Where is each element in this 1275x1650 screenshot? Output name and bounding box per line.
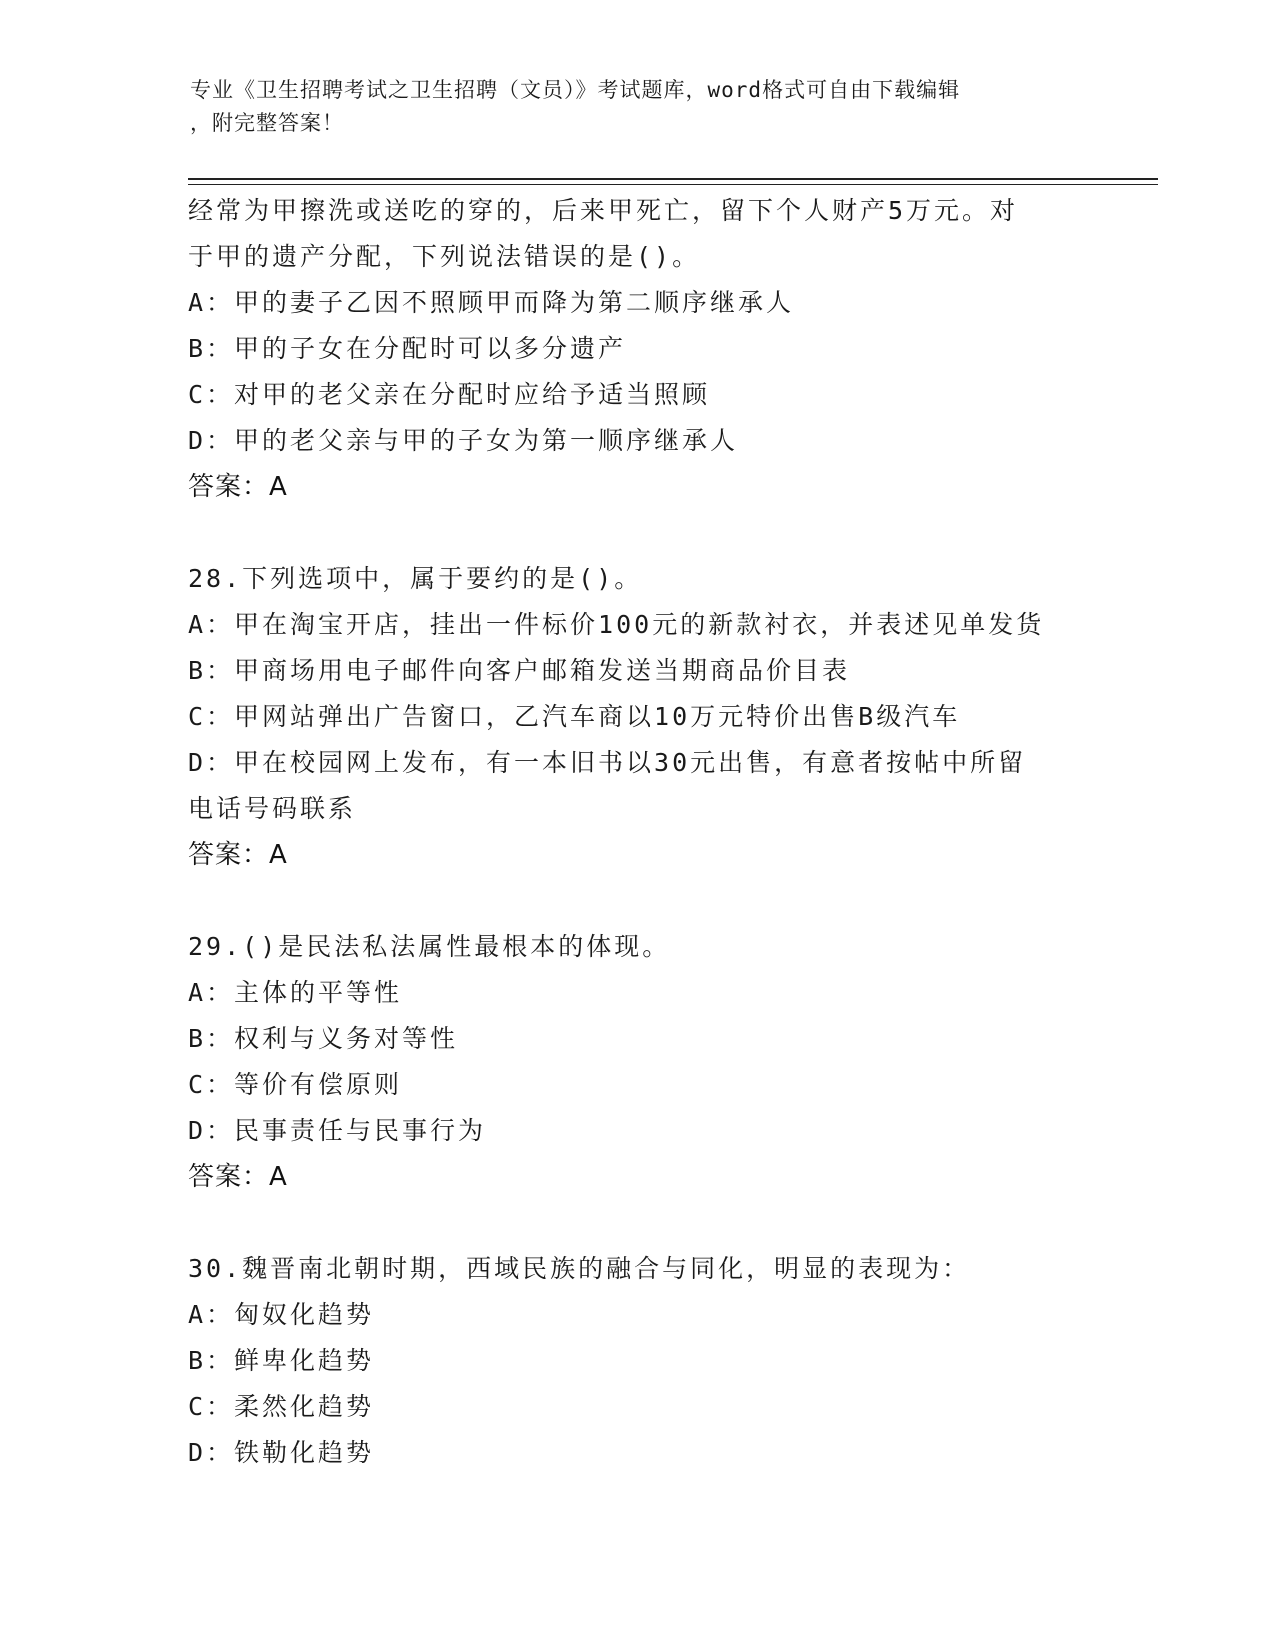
option-a: A：甲在淘宝开店，挂出一件标价100元的新款衬衣，并表述见单发货: [188, 610, 1045, 639]
header-divider-thin: [188, 184, 1158, 185]
question-29: [188, 924, 1088, 1200]
spacer: [188, 510, 1088, 556]
option-c: C：甲网站弹出广告窗口，乙汽车商以10万元特价出售B级汽车: [188, 702, 961, 731]
header-divider-thick: [188, 178, 1158, 180]
header-line-2: ，附完整答案！: [190, 111, 344, 135]
document-header: [190, 74, 1090, 140]
option-d: D：甲在校园网上发布，有一本旧书以30元出售，有意者按帖中所留: [188, 748, 1027, 777]
option-a: A：主体的平等性: [188, 978, 403, 1007]
question-28: [188, 556, 1088, 878]
option-c: C：对甲的老父亲在分配时应给予适当照顾: [188, 380, 711, 409]
option-b: B：甲商场用电子邮件向客户邮箱发送当期商品价目表: [188, 656, 851, 685]
option-d: D：民事责任与民事行为: [188, 1116, 487, 1145]
header-line-1: 专业《卫生招聘考试之卫生招聘（文员）》考试题库，word格式可自由下载编辑: [190, 78, 961, 102]
answer-label: 答案：A: [188, 840, 288, 870]
option-c: C：柔然化趋势: [188, 1392, 375, 1421]
answer-label: 答案：A: [188, 1162, 288, 1192]
question-text: 经常为甲擦洗或送吃的穿的，后来甲死亡，留下个人财产5万元。对: [188, 196, 1019, 225]
question-content: [188, 188, 1088, 1476]
question-title: 29.()是民法私法属性最根本的体现。: [188, 932, 671, 961]
option-a: A：甲的妻子乙因不照顾甲而降为第二顺序继承人: [188, 288, 795, 317]
spacer: [188, 878, 1088, 924]
question-title: 30.魏晋南北朝时期，西域民族的融合与同化，明显的表现为：: [188, 1254, 971, 1283]
question-text: 于甲的遗产分配，下列说法错误的是()。: [188, 242, 701, 271]
question-title: 28.下列选项中，属于要约的是()。: [188, 564, 643, 593]
spacer: [188, 1200, 1088, 1246]
option-a: A：匈奴化趋势: [188, 1300, 375, 1329]
option-d: D：甲的老父亲与甲的子女为第一顺序继承人: [188, 426, 739, 455]
option-c: C：等价有偿原则: [188, 1070, 403, 1099]
option-b: B：权利与义务对等性: [188, 1024, 459, 1053]
question-27-continuation: [188, 188, 1088, 510]
option-b: B：甲的子女在分配时可以多分遗产: [188, 334, 627, 363]
option-d-continued: 电话号码联系: [188, 794, 357, 823]
answer-label: 答案：A: [188, 472, 288, 502]
option-d: D：铁勒化趋势: [188, 1438, 375, 1467]
question-30: [188, 1246, 1088, 1476]
option-b: B：鲜卑化趋势: [188, 1346, 375, 1375]
